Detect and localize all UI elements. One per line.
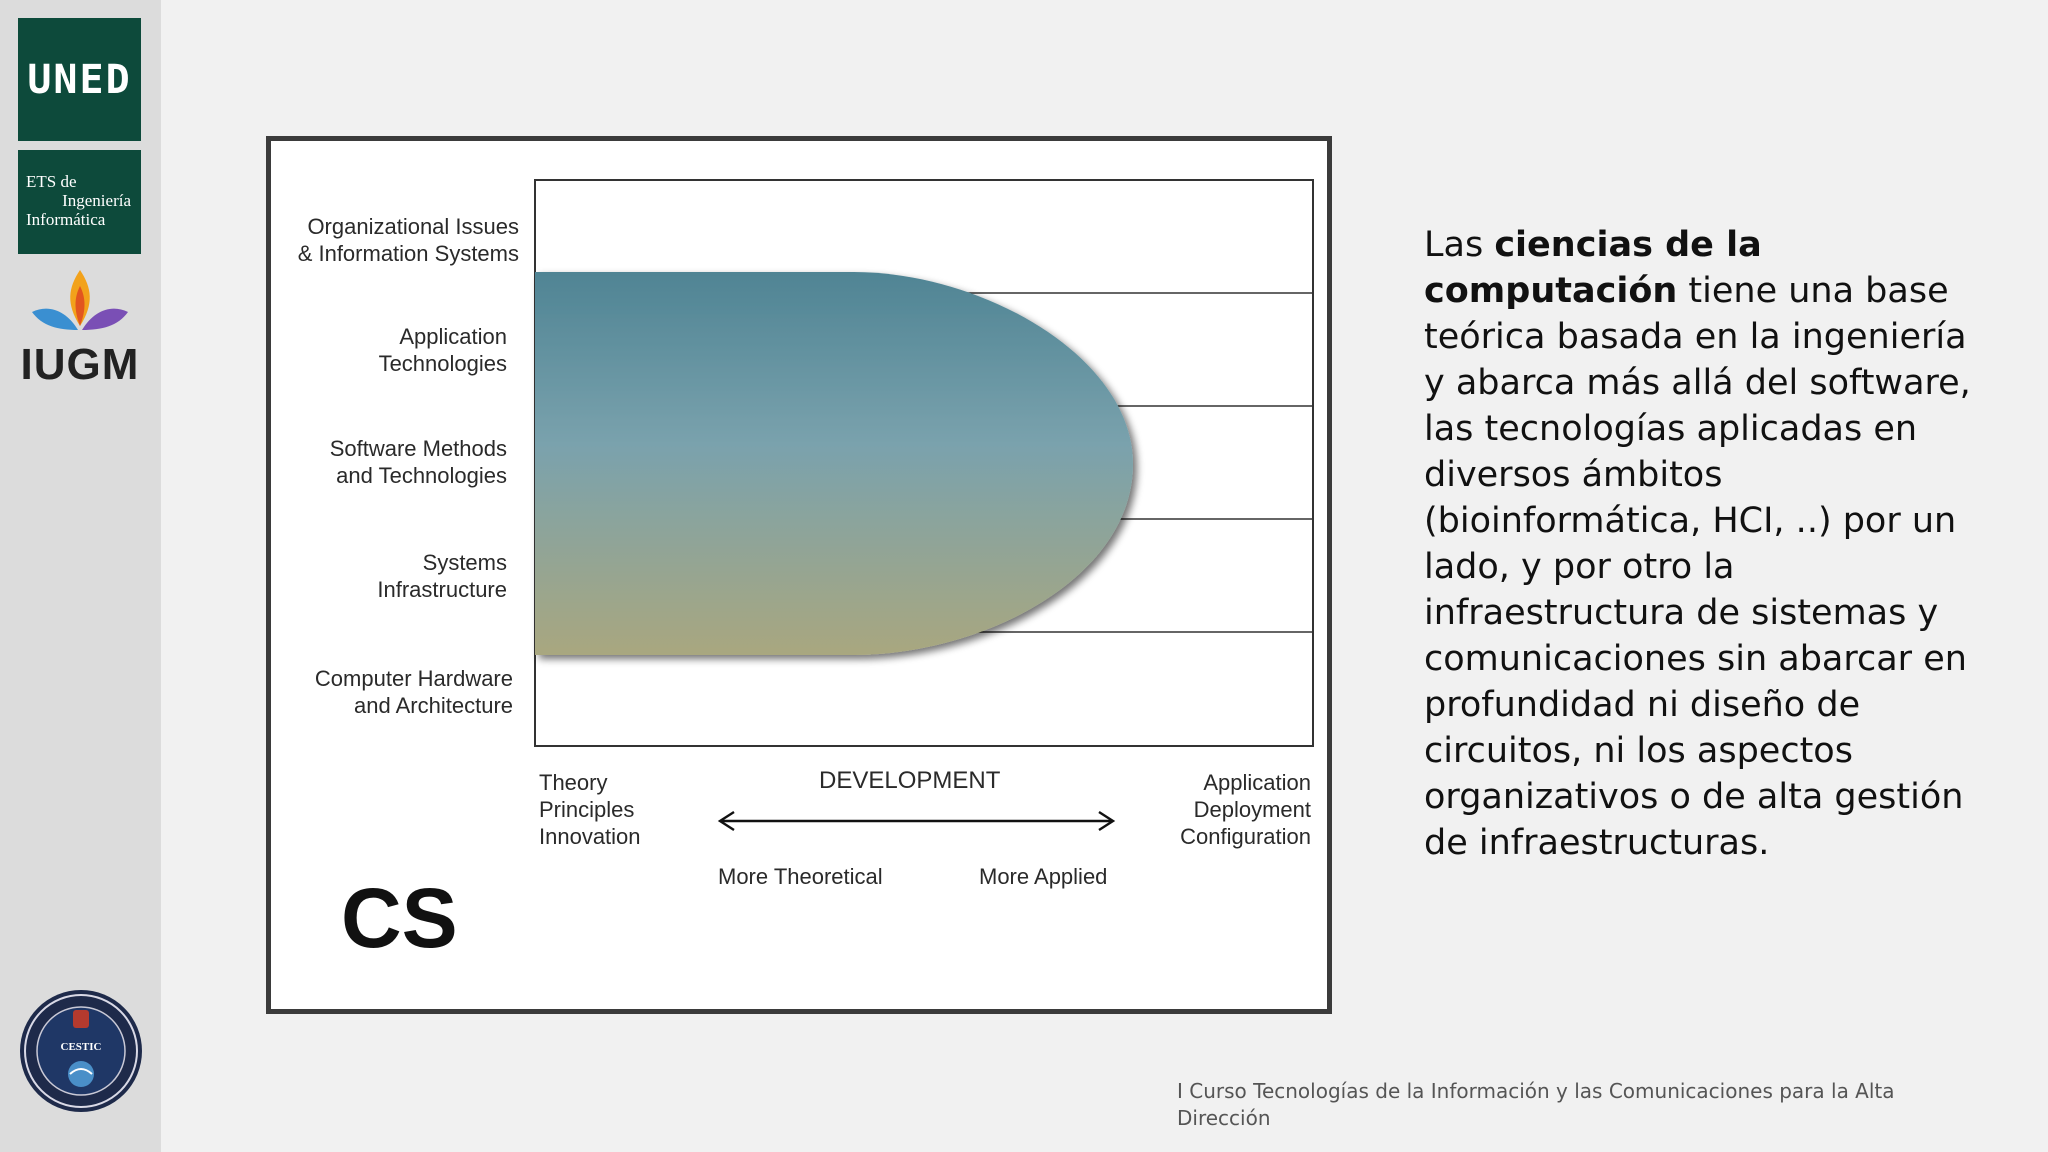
uned-logo-text: UNED	[27, 56, 132, 103]
more-theoretical-label: More Theoretical	[718, 864, 883, 889]
iugm-flame-icon	[18, 268, 142, 348]
row-label: Organizational Issues & Information Systems	[297, 214, 519, 266]
ets-logo-line: ETS de	[26, 172, 77, 191]
row-label: Software Methods and Technologies	[329, 436, 507, 488]
sidebar	[0, 0, 161, 1152]
iugm-logo-text: IUGM	[20, 340, 140, 389]
description-text: Las ciencias de la computación tiene una base teórica basada en la ingeniería y abarca más allá del software, las tecnologías aplicadas en diversos ámbitos (bioinformática, HCI, ..) por un lado, y por otro la infraestructura de sistemas y comunicaciones sin abarcar en profundidad ni diseño de circuitos, ni los aspectos organizativos o de alta gestión de infraestructuras.	[1424, 225, 1971, 863]
more-applied-label: More Applied	[979, 864, 1108, 889]
development-label: DEVELOPMENT	[819, 767, 1001, 794]
svg-text:CESTIC: CESTIC	[60, 1041, 102, 1053]
row-label: Application Technologies	[378, 324, 507, 376]
uned-logo	[18, 18, 141, 141]
cs-coverage-shape	[535, 272, 1133, 655]
ets-logo-line: Informática	[26, 210, 106, 229]
ets-logo-line: Ingeniería	[62, 191, 131, 210]
cs-label: CS	[341, 871, 458, 965]
iugm-logo	[18, 268, 142, 388]
bold-term: ciencias de la	[1494, 225, 1762, 265]
bold-term: computación	[1424, 271, 1678, 311]
cestic-seal-logo	[18, 988, 144, 1114]
cs-discipline-diagram	[266, 136, 1332, 1014]
theory-end-label: Theory Principles Innovation	[539, 770, 641, 849]
application-end-label: Application Deployment Configuration	[1180, 770, 1311, 849]
footer-course-title: I Curso Tecnologías de la Información y las Comunicaciones para la Alta Dirección	[1177, 1079, 1895, 1130]
ets-logo	[18, 150, 141, 254]
row-label: Systems Infrastructure	[377, 550, 507, 602]
row-label: Computer Hardware and Architecture	[314, 666, 513, 718]
